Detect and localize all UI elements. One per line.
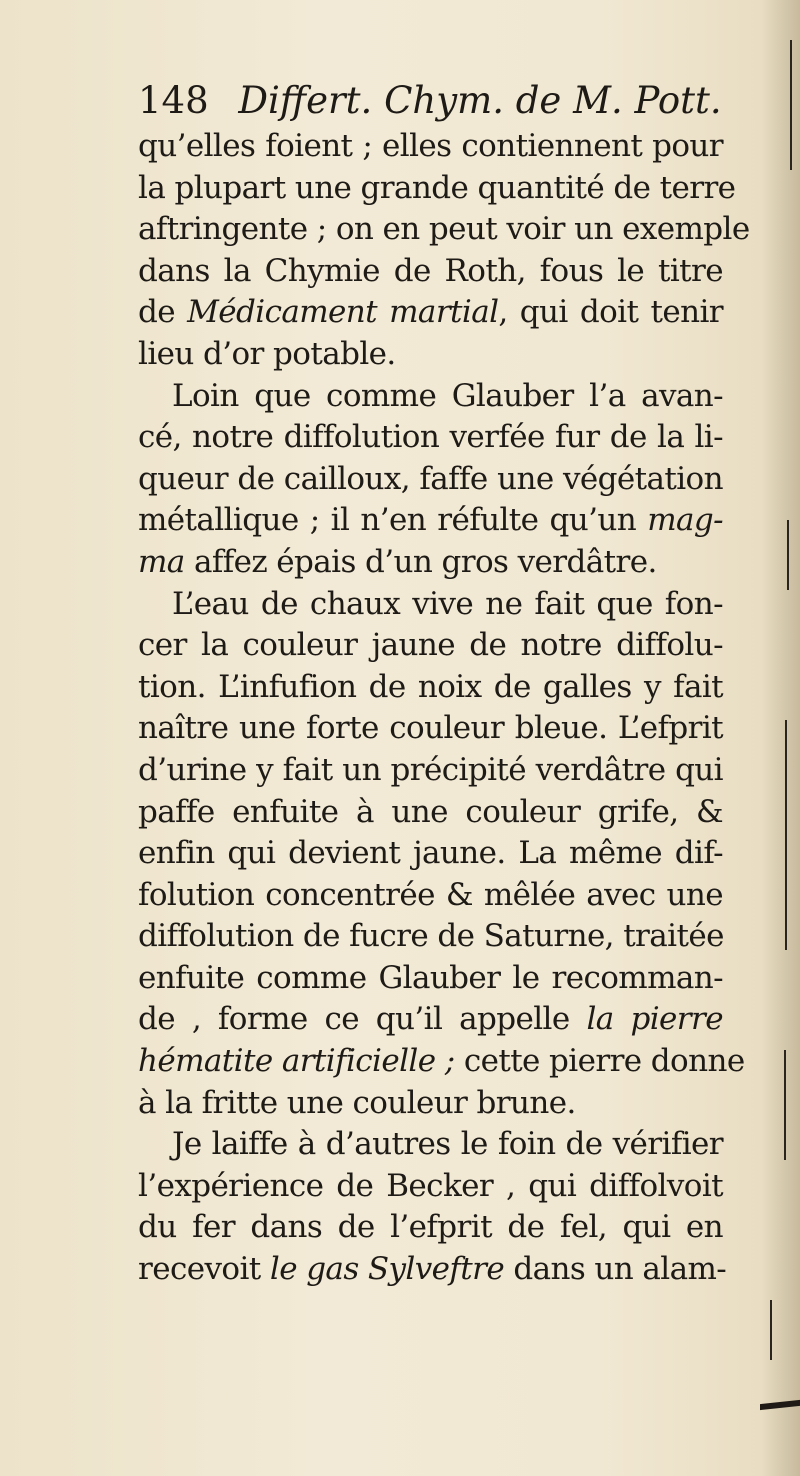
text-segment: naître une forte couleur bleue. L’efprit bbox=[138, 710, 723, 747]
text-line bbox=[138, 875, 723, 917]
text-line bbox=[138, 667, 723, 709]
text-segment: L’eau de chaux vive ne fait que fon- bbox=[172, 585, 723, 622]
paragraph bbox=[138, 584, 745, 1125]
page-header bbox=[138, 78, 722, 124]
text-line bbox=[138, 916, 723, 958]
text-line bbox=[138, 1041, 745, 1083]
text-line bbox=[138, 999, 723, 1041]
text-segment: à la fritte une couleur brune. bbox=[138, 1084, 576, 1121]
italic-segment: Médicament martial bbox=[187, 294, 499, 331]
text-segment: tion. L’infufion de noix de galles y fait bbox=[138, 668, 723, 705]
text-segment: enfin qui devient jaune. La même dif- bbox=[138, 835, 723, 872]
text-line bbox=[138, 625, 723, 667]
text-line bbox=[138, 500, 723, 542]
text-segment: aftringente ; on en peut voir un exemple bbox=[138, 211, 750, 248]
text-line bbox=[138, 126, 723, 168]
text-segment: d’urine y fait un précipité verdâtre qui bbox=[138, 751, 723, 788]
text-segment: queur de cailloux, faffe une végétation bbox=[138, 460, 723, 497]
text-line bbox=[138, 1207, 723, 1249]
text-segment: folution concentrée & mêlée avec une bbox=[138, 876, 723, 913]
page-edge-mark bbox=[787, 520, 789, 590]
text-line bbox=[138, 750, 723, 792]
text-line bbox=[138, 1249, 727, 1291]
running-title: Differt. Chym. de M. Pott. bbox=[238, 79, 722, 122]
text-segment: cette pierre donne bbox=[454, 1043, 745, 1080]
text-segment: du fer dans de l’efprit de fel, qui en bbox=[138, 1209, 723, 1246]
text-segment: paffe enfuite à une couleur grife, & bbox=[138, 793, 723, 830]
text-line bbox=[138, 459, 723, 501]
text-line bbox=[138, 542, 723, 584]
text-segment: métallique ; il n’en réfulte qu’un bbox=[138, 502, 648, 539]
page-edge-mark bbox=[784, 1050, 786, 1160]
text-segment: cé, notre diffolution verfée fur de la li- bbox=[138, 419, 723, 456]
page-edge-mark bbox=[785, 720, 787, 950]
italic-segment: ma bbox=[138, 543, 185, 580]
text-line bbox=[138, 209, 750, 251]
text-segment: Loin que comme Glauber l’a avan- bbox=[172, 377, 723, 414]
text-line bbox=[138, 833, 723, 875]
text-line bbox=[138, 1166, 723, 1208]
text-line bbox=[138, 584, 723, 626]
text-line bbox=[138, 792, 723, 834]
body-text bbox=[138, 126, 750, 1291]
text-segment: , qui doit tenir bbox=[498, 294, 723, 331]
text-line bbox=[138, 334, 723, 376]
text-line bbox=[138, 251, 723, 293]
italic-segment: le gas Sylveftre bbox=[269, 1251, 505, 1288]
text-line bbox=[138, 1124, 723, 1166]
text-segment: diffolution de fucre de Saturne, traitée bbox=[138, 918, 724, 955]
paragraph bbox=[138, 376, 723, 584]
text-line bbox=[138, 417, 723, 459]
text-segment: Je laiffe à d’autres le foin de vérifier bbox=[172, 1126, 723, 1163]
text-segment: affez épais d’un gros verdâtre. bbox=[184, 543, 657, 580]
text-segment: dans un alam- bbox=[504, 1251, 727, 1288]
text-segment: de bbox=[138, 294, 188, 331]
text-line bbox=[138, 958, 723, 1000]
text-line bbox=[138, 168, 736, 210]
text-segment: l’expérience de Becker , qui diffolvoit bbox=[138, 1167, 723, 1204]
text-segment: cer la couleur jaune de notre diffolu- bbox=[138, 627, 723, 664]
text-segment: dans la Chymie de Roth, fous le titre bbox=[138, 252, 723, 289]
paragraph bbox=[138, 1124, 727, 1290]
page-number: 148 bbox=[138, 79, 209, 122]
italic-segment: mag- bbox=[647, 502, 723, 539]
italic-segment: la pierre bbox=[586, 1001, 723, 1038]
text-segment: recevoit bbox=[138, 1251, 270, 1288]
italic-segment: hématite artificielle ; bbox=[138, 1043, 455, 1080]
page-edge-mark bbox=[790, 40, 792, 170]
text-segment: enfuite comme Glauber le recomman- bbox=[138, 959, 723, 996]
page-edge-mark bbox=[770, 1300, 772, 1360]
paragraph bbox=[138, 126, 750, 376]
text-segment: la plupart une grande quantité de terre bbox=[138, 169, 736, 206]
page-edge-shadow bbox=[762, 0, 800, 1476]
text-line bbox=[138, 292, 723, 334]
text-segment: lieu d’or potable. bbox=[138, 335, 396, 372]
text-segment: qu’elles foient ; elles contiennent pour bbox=[138, 128, 723, 164]
text-line bbox=[138, 708, 723, 750]
text-line bbox=[138, 1083, 723, 1125]
text-line bbox=[138, 376, 723, 418]
text-segment: de , forme ce qu’il appelle bbox=[138, 1001, 587, 1038]
